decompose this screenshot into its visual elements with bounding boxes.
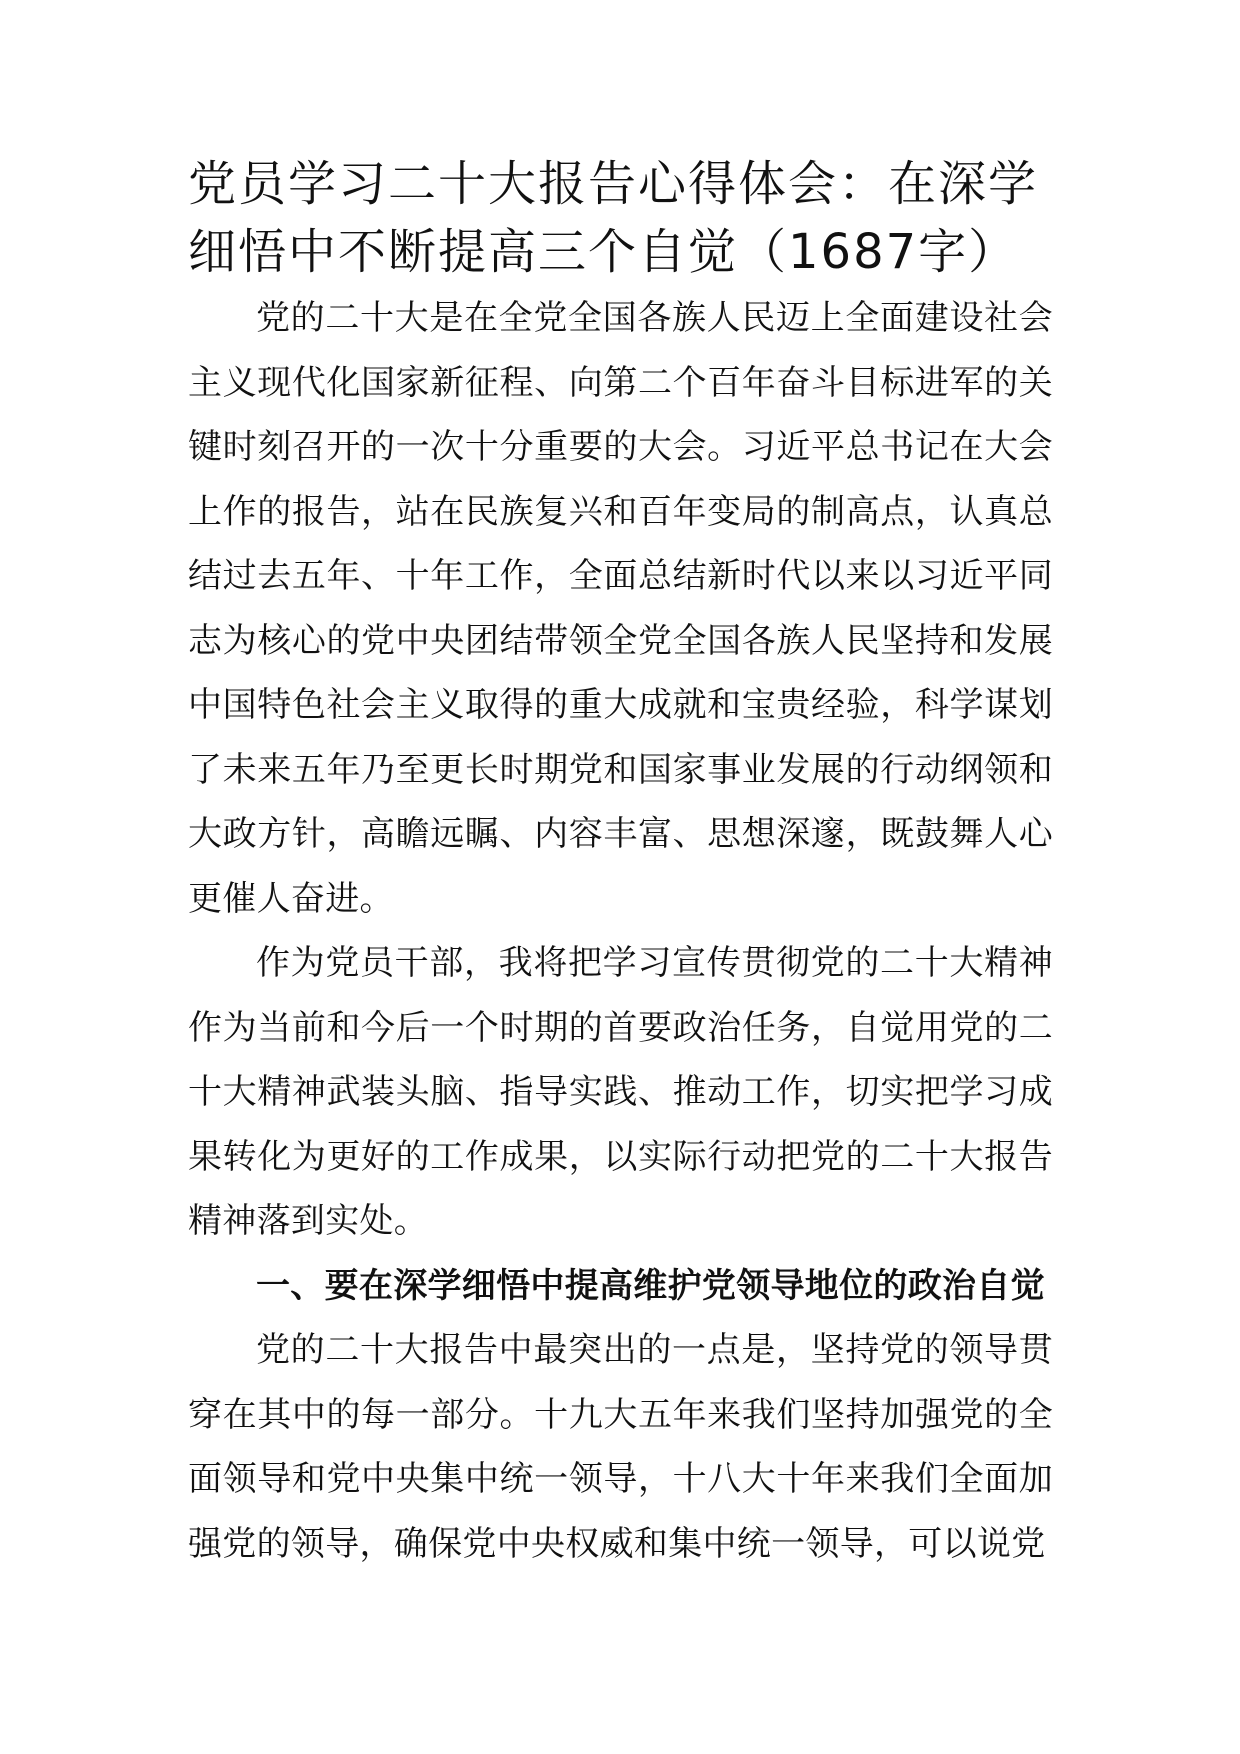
section-heading-1: 一、要在深学细悟中提高维护党领导地位的政治自觉 — [256, 1265, 1045, 1306]
document-title: 党员学习二十大报告心得体会：在深学细悟中不断提高三个自觉（1687字） — [188, 156, 1039, 280]
section-1-paragraph-1: 党的二十大报告中最突出的一点是，坚持党的领导贯穿在其中的每一部分。十九大五年来我们坚持加强党的全面领导和党中央集中统一领导，十八大十年来我们全面加强党的领导，确保党中央权威和集中统一领导，可以说党 — [188, 1330, 1053, 1564]
body-paragraph-1: 党的二十大是在全党全国各族人民迈上全面建设社会主义现代化国家新征程、向第二个百年奋斗目标进军的关键时刻召开的一次十分重要的大会。习近平总书记在大会上作的报告，站在民族复兴和百年变局的制高点，认真总结过去五年、十年工作，全面总结新时代以来以习近平同志为核心的党中央团结带领全党全国各族人民坚持和发展中国特色社会主义取得的重大成就和宝贵经验，科学谋划了未来五年乃至更长时期党和国家事业发展的行动纲领和大政方针，高瞻远瞩、内容丰富、思想深邃，既鼓舞人心更催人奋进。 — [188, 298, 1053, 919]
document-page — [188, 150, 1053, 1576]
body-paragraph-2: 作为党员干部，我将把学习宣传贯彻党的二十大精神作为当前和今后一个时期的首要政治任务，自觉用党的二十大精神武装头脑、指导实践、推动工作，切实把学习成果转化为更好的工作成果，以实际行动把党的二十大报告精神落到实处。 — [188, 943, 1053, 1241]
